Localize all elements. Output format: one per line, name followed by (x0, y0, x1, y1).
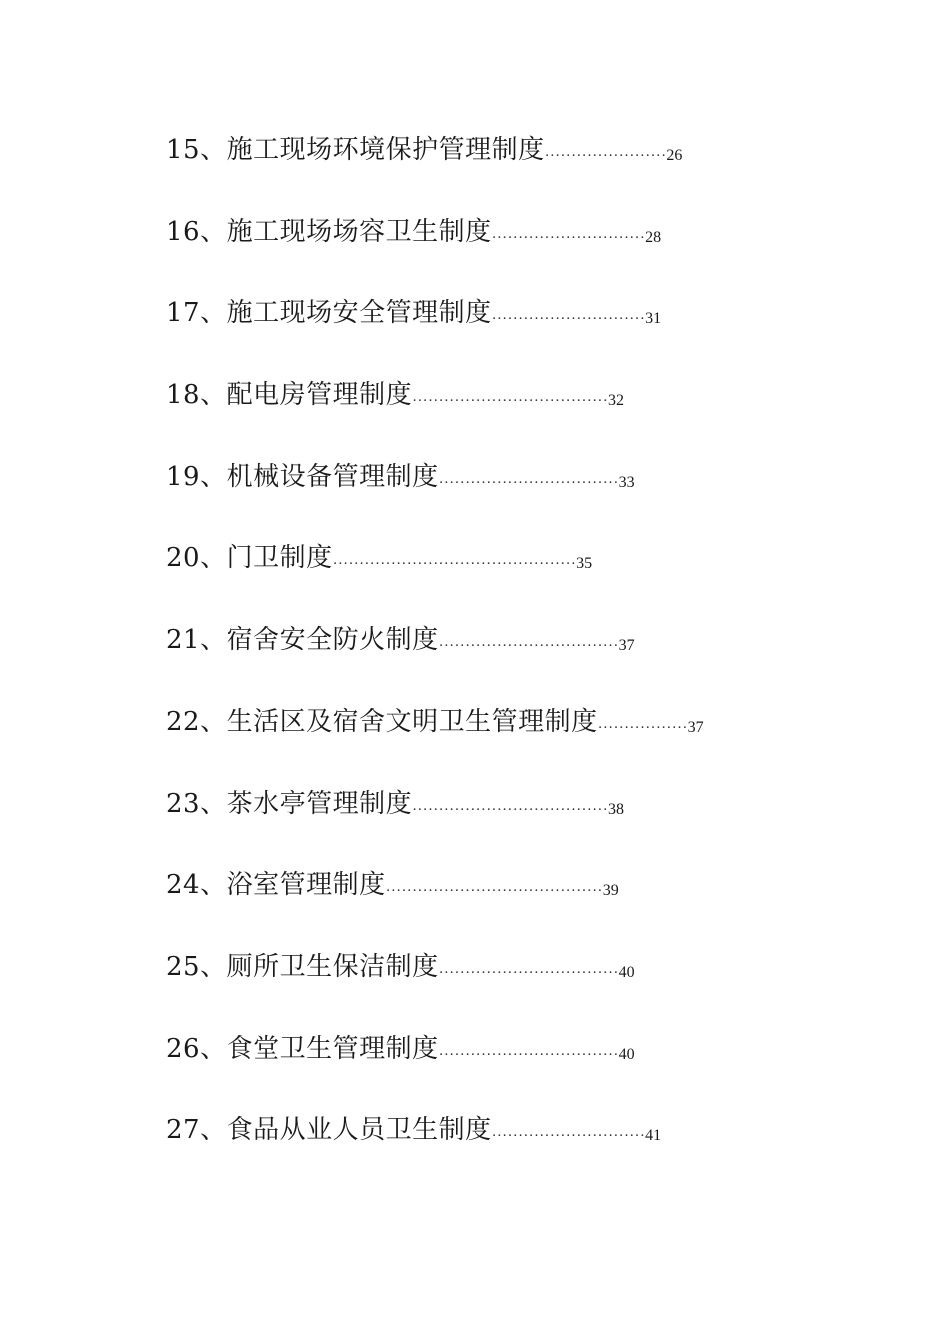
toc-entry-20 (166, 536, 866, 618)
toc-entry-label: 26、食堂卫生管理制度 (166, 1033, 439, 1064)
toc-page-number: 28 (645, 228, 662, 246)
toc-page-number: 37 (618, 637, 635, 655)
toc-dot-leader: ······················· (544, 148, 667, 164)
toc-entry-label: 16、施工现场场容卫生制度 (166, 216, 492, 247)
toc-entry-label: 17、施工现场安全管理制度 (166, 298, 492, 329)
toc-entry-23 (166, 782, 866, 864)
toc-entry-label: 22、生活区及宿舍文明卫生管理制度 (166, 706, 598, 737)
toc-dot-leader: ·································· (438, 638, 619, 655)
toc-dot-leader: ····························· (491, 311, 646, 328)
toc-entry-27 (166, 1108, 866, 1190)
toc-entry-label: 18、配电房管理制度 (166, 380, 413, 411)
toc-entry-label: 15、施工现场环境保护管理制度 (166, 135, 545, 165)
toc-dot-leader: ·································· (438, 964, 619, 981)
toc-entry-label: 27、食品从业人员卫生制度 (166, 1115, 492, 1146)
toc-entry-label: 24、浴室管理制度 (166, 870, 386, 901)
toc-page-number: 39 (602, 882, 619, 900)
toc-entry-15 (166, 128, 866, 210)
toc-entry-21 (166, 618, 866, 700)
toc-page-number: 40 (618, 963, 635, 981)
toc-entry-18 (166, 373, 866, 455)
toc-page-number: 26 (666, 147, 683, 164)
toc-entry-19 (166, 455, 866, 537)
toc-entry-17 (166, 291, 866, 373)
toc-entry-25 (166, 945, 866, 1027)
toc-page-number: 38 (608, 800, 625, 818)
toc-entry-26 (166, 1027, 866, 1109)
toc-dot-leader: ········································· (385, 883, 603, 900)
toc-entry-16 (166, 210, 866, 292)
toc-dot-leader: ·································· (438, 1046, 619, 1063)
toc-page-number: 40 (618, 1045, 635, 1063)
toc-page-number: 31 (645, 310, 662, 328)
toc-page-number: 32 (608, 392, 625, 410)
toc-page-number: 41 (645, 1127, 662, 1145)
toc-entry-label: 19、机械设备管理制度 (166, 461, 439, 492)
toc-entry-label: 25、厕所卫生保洁制度 (166, 951, 439, 982)
toc-dot-leader: ····························· (491, 229, 646, 246)
toc-page-number: 37 (687, 718, 704, 736)
toc-entry-label: 21、宿舍安全防火制度 (166, 625, 439, 656)
toc-dot-leader: ····································· (412, 801, 609, 818)
toc-page-number: 35 (576, 555, 593, 573)
toc-dot-leader: ················· (597, 719, 688, 736)
toc-entry-22 (166, 700, 866, 782)
toc-entry-label: 23、茶水亭管理制度 (166, 788, 413, 819)
toc-page-number: 33 (618, 473, 635, 491)
toc-dot-leader: ····································· (412, 393, 609, 410)
table-of-contents (166, 128, 866, 1190)
toc-dot-leader: ·································· (438, 474, 619, 491)
toc-dot-leader: ·············································· (332, 556, 577, 573)
toc-dot-leader: ····························· (491, 1128, 646, 1145)
toc-entry-label: 20、门卫制度 (166, 543, 333, 574)
toc-entry-24 (166, 863, 866, 945)
